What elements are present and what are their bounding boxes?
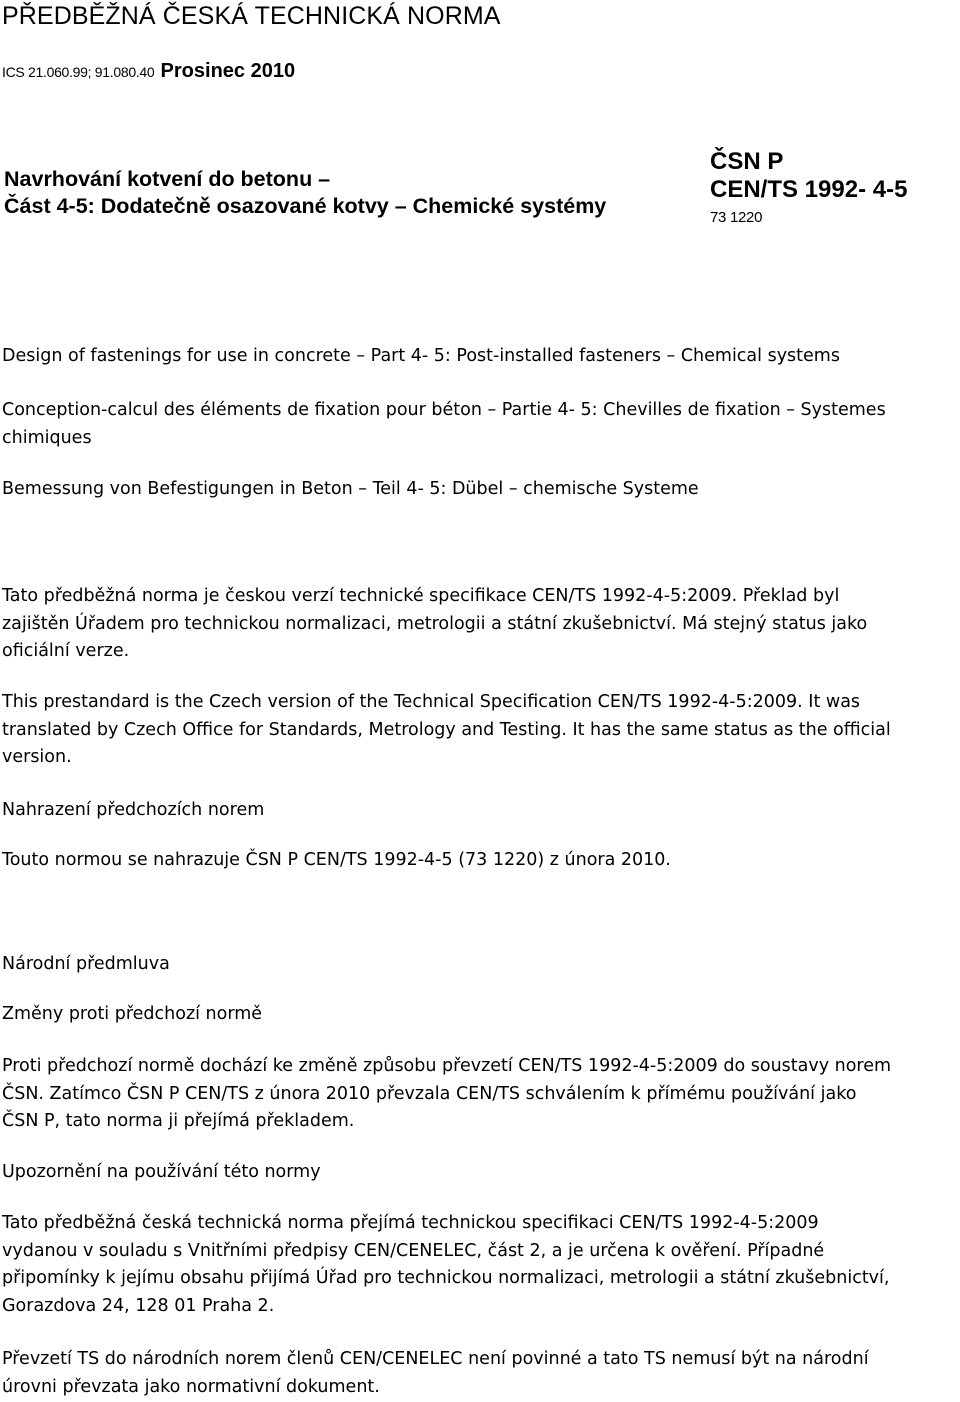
national-foreword-heading: Národní předmluva (2, 954, 170, 974)
document-type-title: PŘEDBĚŽNÁ ČESKÁ TECHNICKÁ NORMA (2, 2, 501, 30)
transfer-paragraph: Převzetí TS do národních norem členů CEN/CENELEC není povinné a tato TS nemusí být na národní úrovni převzata jako normativní dokument. (2, 1349, 869, 1397)
english-title: Design of fastenings for use in concrete – Part 4- 5: Post-installed fasteners – Chemical systems (2, 346, 840, 366)
publication-date: Prosinec 2010 (160, 60, 296, 82)
czech-title-line-2: Část 4-5: Dodatečně osazované kotvy – Chemické systémy (4, 194, 607, 218)
french-title (2, 397, 960, 452)
changes-heading: Změny proti předchozí normě (2, 1004, 263, 1024)
czech-title (4, 166, 606, 220)
french-title-line-2: chimiques (2, 427, 92, 448)
ics-date-line (2, 60, 295, 83)
designation-line-2: CEN/TS 1992- 4-5 (710, 176, 908, 203)
classification-number: 73 1220 (710, 209, 763, 226)
german-title: Bemessung von Befestigungen in Beton – Teil 4- 5: Dübel – chemische Systeme (2, 479, 699, 499)
changes-paragraph: Proti předchozí normě dochází ke změně způsobu převzetí CEN/TS 1992-4-5:2009 do soustavy norem ČSN. Zatímco ČSN P CEN/TS z února 2010 převzala CEN/TS schválením k přímému používání jako ČSN P, tato norma ji přejímá překladem. (2, 1056, 892, 1131)
designation-line-1: ČSN P (710, 148, 784, 175)
ics-code: ICS 21.060.99; 91.080.40 (2, 64, 155, 80)
notice-paragraph: Tato předběžná česká technická norma přejímá technickou specifikaci CEN/TS 1992-4-5:2009 vydanou v souladu s Vnitřními předpisy CEN/CENELEC, část 2, a je určena k ověření. Případné připomínky k jejímu obsahu přijímá Úřad pro technickou normalizaci, metrologii a státní zkušebnictví, Gorazdova 24, 128 01 Praha 2. (2, 1213, 890, 1316)
standard-designation (710, 147, 907, 228)
replacement-text: Touto normou se nahrazuje ČSN P CEN/TS 1992-4-5 (73 1220) z února 2010. (2, 850, 671, 870)
french-title-line-1: Conception-calcul des éléments de fixation pour béton – Partie 4- 5: Chevilles de fixation – Systemes (2, 400, 886, 420)
replacement-heading: Nahrazení předchozích norem (2, 800, 265, 820)
intro-czech-paragraph: Tato předběžná norma je českou verzí technické specifikace CEN/TS 1992-4-5:2009. Překlad byl zajištěn Úřadem pro technickou normalizaci, metrologii a státní zkušebnictví. Má stejný status jako oficiální verze. (2, 586, 868, 661)
intro-english-paragraph: This prestandard is the Czech version of the Technical Specification CEN/TS 1992-4-5:2009. It was translated by Czech Office for Standards, Metrology and Testing. It has the same status as the official version. (2, 692, 891, 767)
notice-heading: Upozornění na používání této normy (2, 1162, 321, 1182)
czech-title-line-1: Navrhování kotvení do betonu – (4, 167, 331, 191)
